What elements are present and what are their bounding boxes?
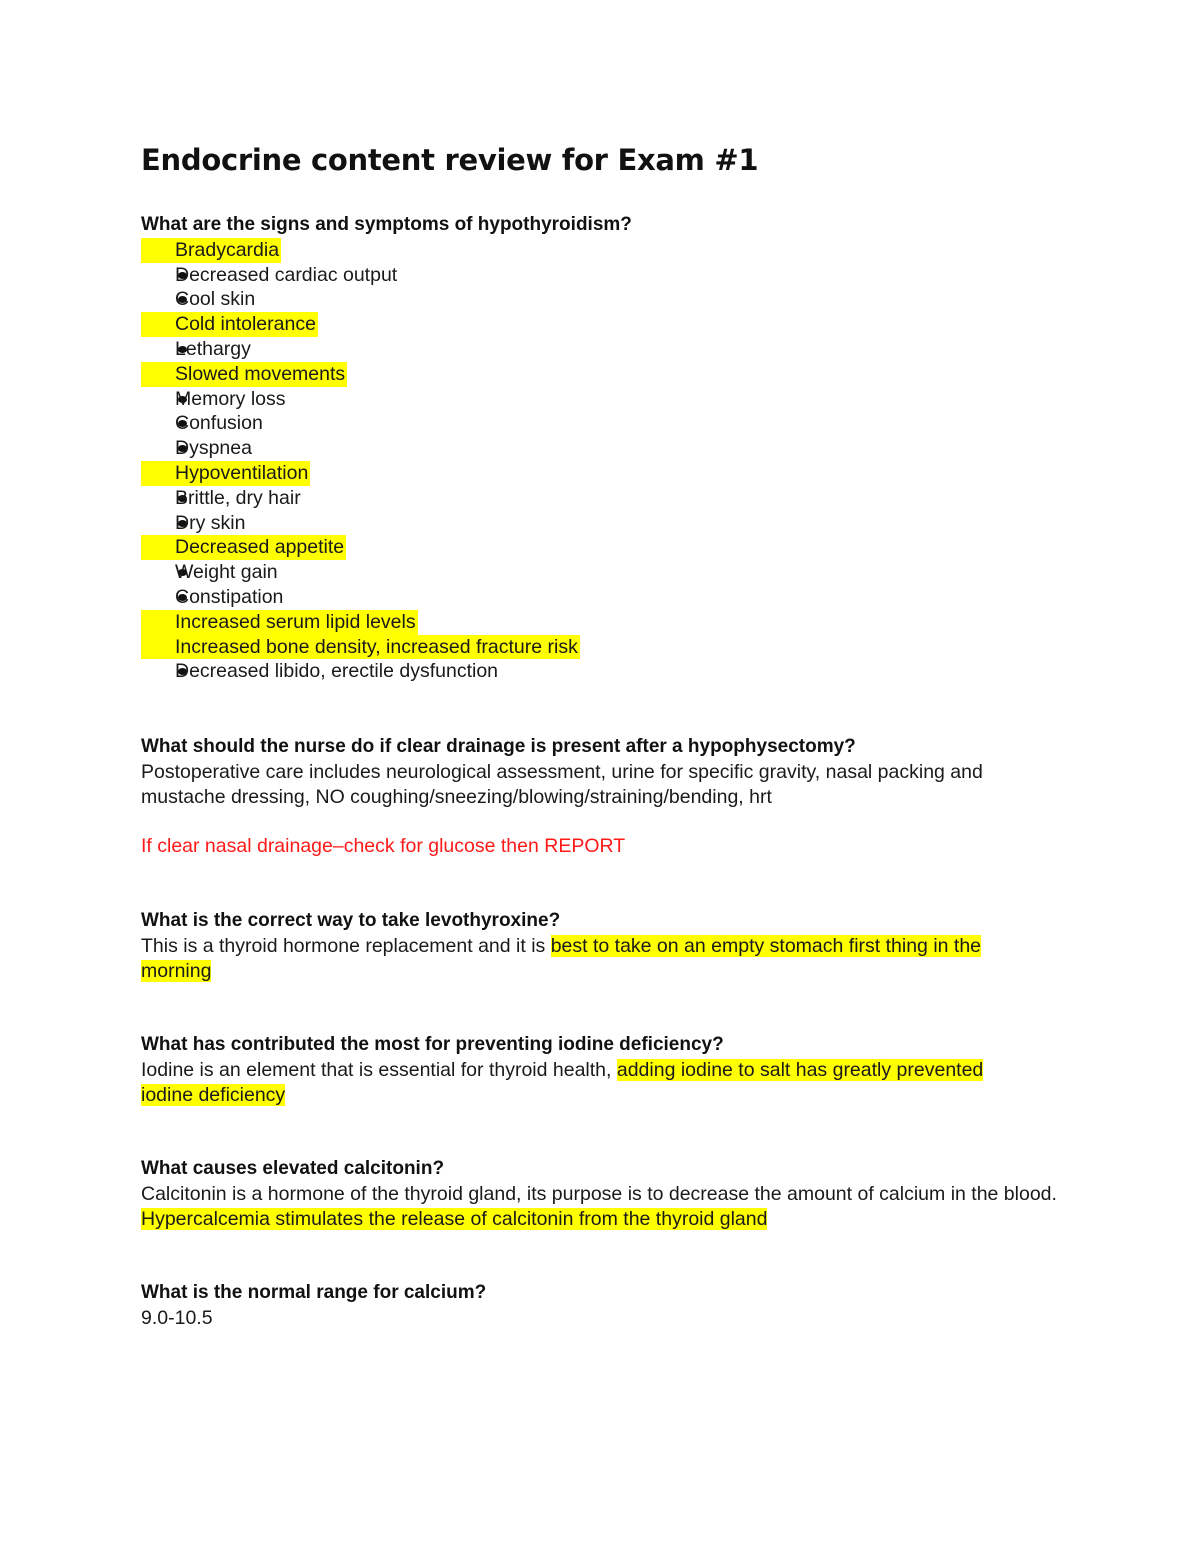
symptom-text: Dyspnea: [175, 437, 252, 460]
symptom-list: [141, 238, 1061, 684]
answer-levothyroxine-highlight: best to take on an empty stomach first thing in the morning: [141, 934, 982, 982]
symptom-row: [141, 486, 303, 511]
section-levothyroxine: [141, 909, 1061, 983]
symptom-item: [141, 387, 1061, 412]
answer-calcium: 9.0-10.5: [141, 1306, 213, 1329]
symptom-text: Decreased cardiac output: [175, 263, 398, 286]
answer-calcitonin: [141, 1182, 1061, 1232]
question-calcitonin: What causes elevated calcitonin?: [141, 1158, 445, 1179]
symptom-item: [141, 535, 1061, 560]
symptom-text: Lethargy: [175, 337, 251, 360]
symptom-text: Constipation: [175, 585, 284, 608]
answer-levothyroxine-plain: This is a thyroid hormone replacement and it is: [141, 934, 551, 957]
symptom-text: Slowed movements: [175, 362, 346, 385]
symptom-item: [141, 337, 1061, 362]
symptom-item: [141, 461, 1061, 486]
answer-calcitonin-plain: Calcitonin is a hormone of the thyroid gland, its purpose is to decrease the amount of calcium in the blood.: [141, 1182, 1057, 1205]
answer-iodine-highlight: adding iodine to salt has greatly prevented iodine deficiency: [141, 1058, 984, 1106]
question-hypothyroidism: What are the signs and symptoms of hypothyroidism?: [141, 214, 632, 235]
symptom-item: [141, 411, 1061, 436]
symptom-item: [141, 486, 1061, 511]
answer-levothyroxine: [141, 934, 1046, 984]
symptom-item: [141, 635, 1061, 660]
symptom-text: Increased serum lipid levels: [175, 610, 416, 633]
symptom-item: [141, 436, 1061, 461]
question-hypophysectomy: What should the nurse do if clear drainage is present after a hypophysectomy?: [141, 736, 856, 757]
symptom-row: [141, 387, 288, 412]
symptom-text: Weight gain: [175, 561, 278, 584]
answer-calcitonin-highlight: Hypercalcemia stimulates the release of calcitonin from the thyroid gland: [141, 1207, 768, 1230]
symptom-highlight: [141, 312, 318, 337]
symptom-row: [141, 337, 253, 362]
symptom-row: [141, 585, 285, 610]
symptom-item: [141, 287, 1061, 312]
document-title: Endocrine content review for Exam #1: [141, 143, 759, 177]
symptom-row: [141, 659, 500, 684]
symptom-text: Memory loss: [175, 387, 286, 410]
symptom-item: [141, 659, 1061, 684]
symptom-item: [141, 511, 1061, 536]
symptom-item: [141, 263, 1061, 288]
symptom-text: Cool skin: [175, 288, 256, 311]
question-levothyroxine: What is the correct way to take levothyroxine?: [141, 910, 561, 931]
symptom-highlight: [141, 610, 418, 635]
symptom-text: Increased bone density, increased fracture risk: [175, 635, 578, 658]
symptom-text: Decreased appetite: [175, 536, 345, 559]
symptom-highlight: [141, 362, 347, 387]
symptom-row: [141, 411, 265, 436]
symptom-highlight: [141, 635, 580, 660]
symptom-text: Hypoventilation: [175, 461, 309, 484]
symptom-text: Confusion: [175, 412, 263, 435]
symptom-item: [141, 362, 1061, 387]
symptom-row: [141, 436, 254, 461]
answer-hypophysectomy: Postoperative care includes neurological assessment, urine for specific gravity, nasal packing and mustache dressing, NO coughing/sneezing/blowing/straining/bending, hrt: [141, 760, 983, 808]
symptom-row: [141, 560, 280, 585]
symptom-text: Brittle, dry hair: [175, 486, 301, 509]
symptom-text: Bradycardia: [175, 238, 280, 261]
symptom-highlight: [141, 238, 281, 263]
symptom-item: [141, 585, 1061, 610]
symptom-row: [141, 511, 247, 536]
section-calcitonin: [141, 1157, 1061, 1231]
section-hypophysectomy: [141, 735, 1061, 859]
section-hypothyroidism: [141, 213, 1061, 684]
symptom-text: Decreased libido, erectile dysfunction: [175, 660, 499, 683]
symptom-highlight: [141, 461, 310, 486]
symptom-item: [141, 560, 1061, 585]
symptom-row: [141, 287, 257, 312]
symptom-row: [141, 263, 399, 288]
question-calcium: What is the normal range for calcium?: [141, 1282, 487, 1303]
symptom-item: [141, 238, 1061, 263]
symptom-highlight: [141, 535, 346, 560]
answer-iodine: [141, 1058, 991, 1108]
question-iodine: What has contributed the most for preventing iodine deficiency?: [141, 1034, 724, 1055]
answer-iodine-plain: Iodine is an element that is essential for thyroid health,: [141, 1058, 617, 1081]
note-clear-drainage: If clear nasal drainage–check for glucose then REPORT: [141, 835, 626, 858]
symptom-text: Dry skin: [175, 511, 246, 534]
section-iodine: [141, 1033, 1061, 1107]
section-calcium: [141, 1281, 1061, 1331]
symptom-item: [141, 312, 1061, 337]
symptom-text: Cold intolerance: [175, 313, 316, 336]
symptom-item: [141, 610, 1061, 635]
